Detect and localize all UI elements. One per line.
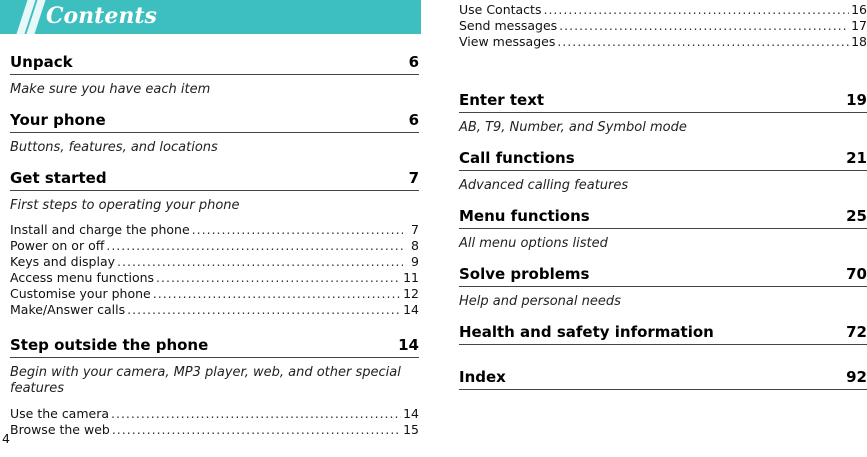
toc-entry[interactable] (10, 254, 419, 270)
toc-entry[interactable] (459, 18, 867, 34)
section-title: Get started (10, 169, 107, 187)
section-page: 6 (408, 111, 419, 129)
section-description: Buttons, features, and locations (10, 140, 218, 155)
entry-title: Access menu functions (10, 270, 155, 285)
page-title: Contents (46, 3, 157, 29)
toc-section-menu-functions[interactable] (459, 206, 867, 252)
entry-title: Power on or off (10, 238, 105, 253)
section-heading (459, 206, 867, 229)
dot-leader (156, 270, 401, 286)
section-page: 14 (398, 336, 419, 354)
entry-page: 8 (411, 238, 419, 253)
entry-title: Send messages (459, 18, 558, 33)
section-heading (459, 264, 867, 287)
entry-page: 9 (411, 254, 419, 269)
entry-page: 14 (403, 406, 419, 421)
toc-section-health-safety[interactable] (459, 322, 867, 345)
get-started-items (10, 222, 419, 318)
section-title: Index (459, 368, 506, 386)
entry-title: Keys and display (10, 254, 116, 269)
section-title: Menu functions (459, 207, 590, 225)
section-heading (10, 110, 419, 133)
section-page: 25 (846, 207, 867, 225)
entry-page: 11 (403, 270, 419, 285)
dot-leader (111, 406, 401, 422)
entry-title: View messages (459, 34, 556, 49)
section-title: Your phone (10, 111, 106, 129)
toc-entry[interactable] (10, 406, 419, 422)
section-title: Solve problems (459, 265, 590, 283)
toc-entry[interactable] (10, 222, 419, 238)
toc-entry[interactable] (10, 422, 419, 438)
section-description: Help and personal needs (459, 294, 621, 309)
dot-leader (112, 422, 401, 438)
section-description: Begin with your camera, MP3 player, web, and other special features (10, 365, 401, 396)
toc-section-step-outside[interactable] (10, 335, 419, 397)
section-heading (10, 335, 419, 358)
toc-entry[interactable] (459, 2, 867, 18)
continued-items (459, 2, 867, 50)
dot-leader (559, 18, 849, 34)
entry-page: 12 (403, 286, 419, 301)
toc-section-unpack[interactable] (10, 52, 419, 98)
section-page: 92 (846, 368, 867, 386)
entry-page: 18 (851, 34, 867, 49)
section-page: 21 (846, 149, 867, 167)
toc-entry[interactable] (10, 270, 419, 286)
toc-section-enter-text[interactable] (459, 90, 867, 136)
section-title: Step outside the phone (10, 336, 209, 354)
section-title: Enter text (459, 91, 545, 109)
toc-section-call-functions[interactable] (459, 148, 867, 194)
toc-entry[interactable] (10, 286, 419, 302)
section-page: 72 (846, 323, 867, 341)
section-title: Call functions (459, 149, 575, 167)
section-heading (10, 168, 419, 191)
contents-banner (0, 0, 421, 34)
entry-page: 16 (851, 2, 867, 17)
entry-page: 15 (403, 422, 419, 437)
section-heading (459, 367, 867, 390)
entry-title: Install and charge the phone (10, 222, 190, 237)
section-title: Health and safety information (459, 323, 714, 341)
section-page: 70 (846, 265, 867, 283)
dot-leader (557, 34, 849, 50)
entry-title: Make/Answer calls (10, 302, 126, 317)
section-page: 7 (408, 169, 419, 187)
section-heading (10, 52, 419, 75)
dot-leader (543, 2, 849, 18)
toc-section-solve-problems[interactable] (459, 264, 867, 310)
dot-leader (127, 302, 401, 318)
section-page: 6 (408, 53, 419, 71)
step-outside-items (10, 406, 419, 438)
section-heading (459, 322, 867, 345)
dot-leader (153, 286, 401, 302)
entry-title: Browse the web (10, 422, 110, 437)
entry-page: 17 (851, 18, 867, 33)
dot-leader (192, 222, 403, 238)
section-page: 19 (846, 91, 867, 109)
toc-section-index[interactable] (459, 367, 867, 390)
toc-entry[interactable] (10, 238, 419, 254)
toc-section-your-phone[interactable] (10, 110, 419, 156)
page-number: 4 (2, 431, 10, 446)
section-description: All menu options listed (459, 236, 608, 251)
section-description: AB, T9, Number, and Symbol mode (459, 120, 687, 135)
toc-entry[interactable] (10, 302, 419, 318)
dot-leader (117, 254, 403, 270)
entry-page: 14 (403, 302, 419, 317)
entry-title: Customise your phone (10, 286, 151, 301)
section-description: Make sure you have each item (10, 82, 211, 97)
section-heading (459, 148, 867, 171)
section-description: First steps to operating your phone (10, 198, 240, 213)
section-heading (459, 90, 867, 113)
toc-entry[interactable] (459, 34, 867, 50)
dot-leader (106, 238, 403, 254)
entry-title: Use Contacts (459, 2, 542, 17)
entry-page: 7 (411, 222, 419, 237)
toc-section-get-started[interactable] (10, 168, 419, 214)
entry-title: Use the camera (10, 406, 110, 421)
section-title: Unpack (10, 53, 73, 71)
section-description: Advanced calling features (459, 178, 629, 193)
